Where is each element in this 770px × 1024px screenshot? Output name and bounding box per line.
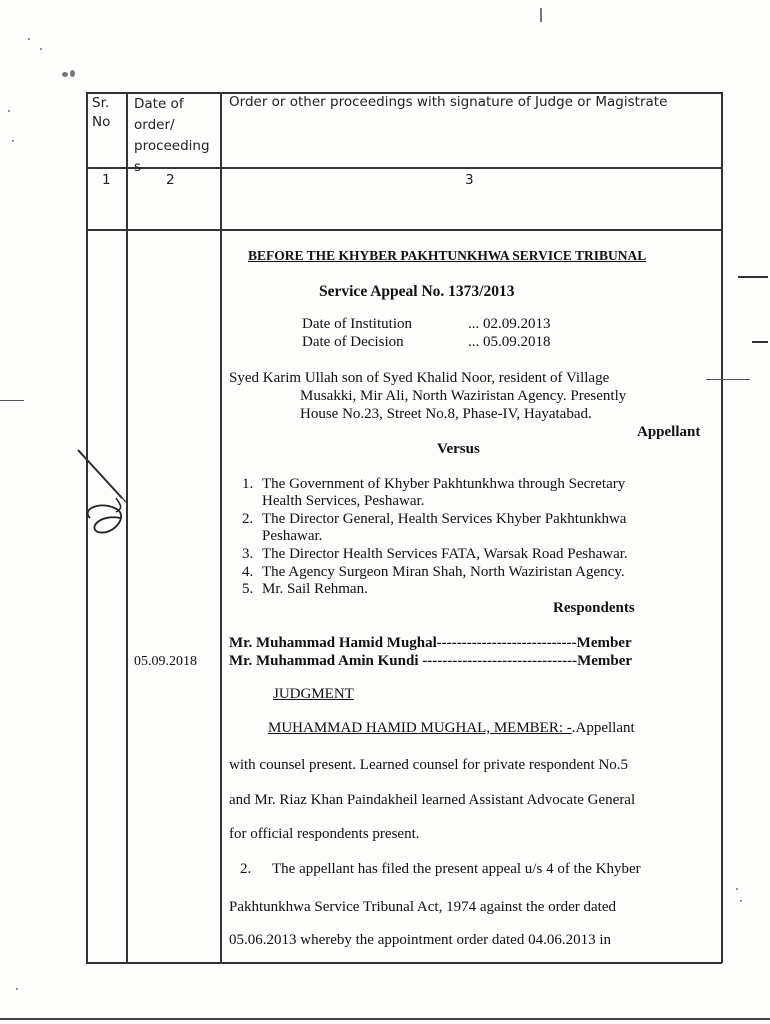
column-divider-2 [220,92,222,963]
respondent-2-line1: The Director General, Health Services Khyber Pakhtunkhwa [262,511,627,527]
respondent-2-line2: Peshawar. [262,528,323,544]
judgment-para-2-line-1: The appellant has filed the present appeal u/s 4 of the Khyber [272,861,641,877]
header-date-line2: order/ [134,117,175,133]
table-right-border [721,92,723,963]
appellant-line-2: Musakki, Mir Ali, North Waziristan Agency. Presently [300,388,627,404]
respondent-5-line1: Mr. Sail Rehman. [262,581,368,597]
respondent-5-num: 5. [242,581,254,597]
header-order-proceedings: Order or other proceedings with signature of Judge or Magistrate [229,94,668,110]
respondents-label: Respondents [553,600,635,616]
scan-speck [540,8,542,22]
scan-speck [28,38,30,40]
scan-speck [62,72,68,77]
respondent-3-line1: The Director Health Services FATA, Warsak Road Peshawar. [262,546,628,562]
respondent-1-line1: The Government of Khyber Pakhtunkhwa through Secretary [262,476,626,492]
order-date: 05.09.2018 [134,654,197,669]
header-date-line3: proceeding [134,138,210,154]
bench-member-2: Mr. Muhammad Amin Kundi -------------------------------Member [229,653,633,669]
header-no-line: No [92,114,111,130]
institution-date-label: Date of Institution [302,316,412,332]
versus-label: Versus [437,441,480,457]
judgment-para-1-line-2: with counsel present. Learned counsel for private respondent No.5 [229,757,629,773]
appellant-label: Appellant [637,424,701,440]
scan-speck [70,70,75,77]
judgment-author: MUHAMMAD HAMID MUGHAL, MEMBER: - [268,720,572,736]
header-sr-no [92,94,110,132]
header-sr-line: Sr. [92,95,110,111]
decision-date-label: Date of Decision [302,334,404,350]
table-bottom-border [86,962,722,964]
decision-date-value: ... 05.09.2018 [468,334,551,350]
scan-speck [740,900,742,902]
right-margin-mark-2 [752,341,768,343]
scan-speck [8,110,10,112]
scan-speck [736,888,738,890]
respondent-2-num: 2. [242,511,254,527]
header-date-of-order [134,94,210,178]
respondent-3-num: 3. [242,546,254,562]
respondent-1-line2: Health Services, Peshawar. [262,493,425,509]
scan-speck [12,140,14,142]
right-margin-mark-3 [706,379,750,380]
judgment-para-2-line-3: 05.06.2013 whereby the appointment order dated 04.06.2013 in [229,932,612,948]
column-number-2: 2 [166,172,175,188]
tribunal-title: BEFORE THE KHYBER PAKHTUNKHWA SERVICE TRIBUNAL [248,248,647,263]
appellant-line-3: House No.23, Street No.8, Phase-IV, Hayatabad. [300,406,592,422]
respondent-1-num: 1. [242,476,254,492]
judgment-para-1-line-1 [268,720,635,737]
left-margin-mark [0,400,24,401]
scan-speck [40,48,42,50]
header-date-line1: Date of [134,96,184,112]
respondent-4-num: 4. [242,564,254,580]
bottom-edge-line [0,1018,770,1020]
signature-mark [70,440,140,550]
header-date-line4: s [134,159,142,175]
column-number-1: 1 [102,172,111,188]
judgment-para-2-num: 2. [240,861,252,877]
judgment-para-1-line-4: for official respondents present. [229,826,420,842]
judgment-para-1-line-3: and Mr. Riaz Khan Paindakheil learned Assistant Advocate General [229,792,636,808]
scan-speck [16,988,18,990]
judgment-para-2-line-2: Pakhtunkhwa Service Tribunal Act, 1974 against the order dated [229,899,617,915]
number-row-bottom-border [86,229,722,231]
judgment-heading: JUDGMENT [273,686,354,702]
right-margin-mark-1 [738,276,768,278]
bench-member-1: Mr. Muhammad Hamid Mughal----------------------------Member [229,635,632,651]
appeal-number: Service Appeal No. 1373/2013 [319,283,515,300]
judgment-para-1-start: .Appellant [571,720,635,736]
column-number-3: 3 [465,172,474,188]
appellant-line-1: Syed Karim Ullah son of Syed Khalid Noor, resident of Village [229,370,610,386]
respondent-4-line1: The Agency Surgeon Miran Shah, North Waziristan Agency. [262,564,625,580]
institution-date-value: ... 02.09.2013 [468,316,551,332]
